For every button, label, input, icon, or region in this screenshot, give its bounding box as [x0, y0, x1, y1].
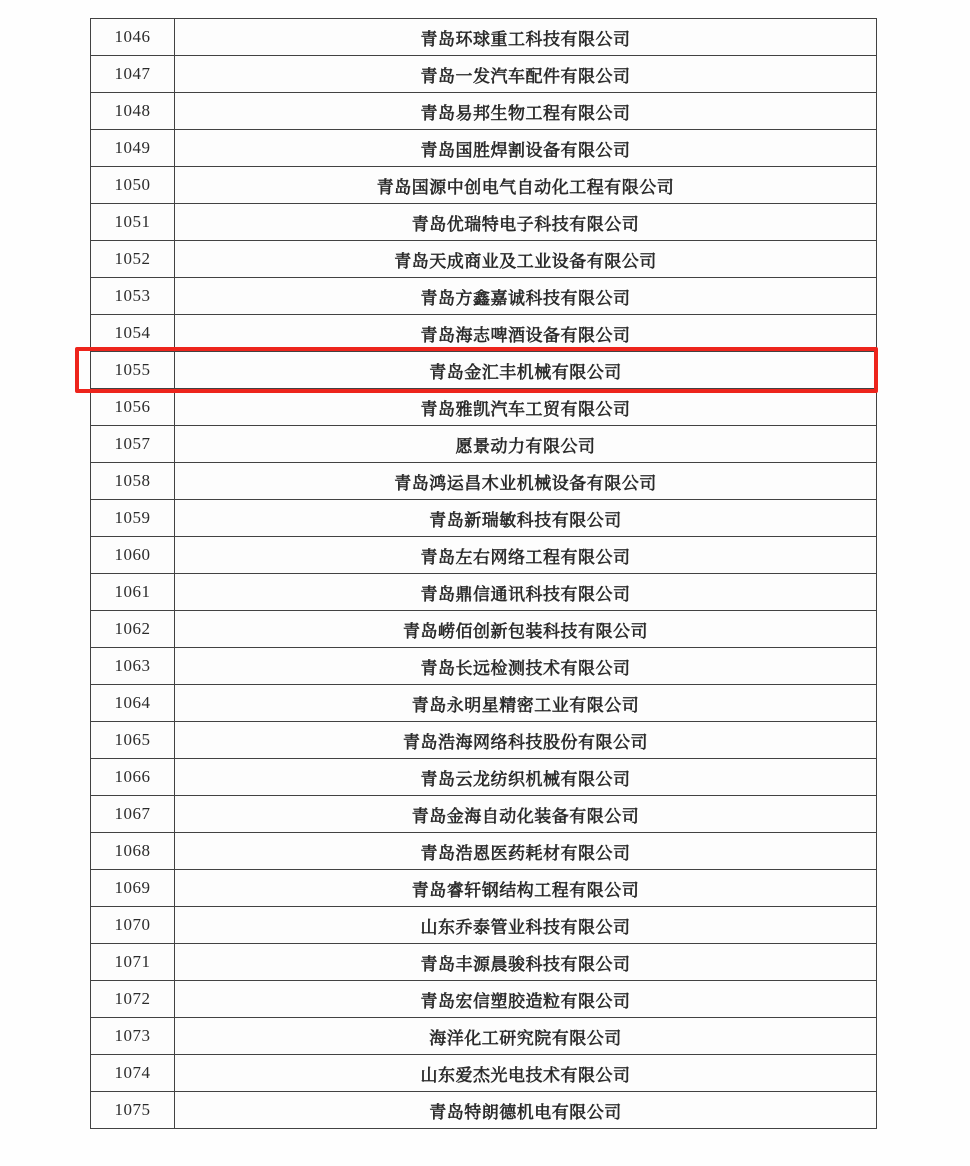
table-row [91, 833, 877, 870]
company-name-cell: 青岛雅凯汽车工贸有限公司 [175, 389, 877, 426]
table-row [91, 759, 877, 796]
row-number-cell: 1066 [91, 759, 175, 796]
company-name-cell: 青岛鼎信通讯科技有限公司 [175, 574, 877, 611]
row-number-cell: 1052 [91, 241, 175, 278]
row-number-cell: 1051 [91, 204, 175, 241]
table-body [91, 19, 877, 1129]
row-number-cell: 1063 [91, 648, 175, 685]
company-name-cell: 青岛崂佰创新包装科技有限公司 [175, 611, 877, 648]
row-number-cell: 1046 [91, 19, 175, 56]
company-name-cell: 青岛海志啤酒设备有限公司 [175, 315, 877, 352]
row-number-cell: 1057 [91, 426, 175, 463]
row-number-cell: 1053 [91, 278, 175, 315]
company-name-cell: 青岛方鑫嘉诚科技有限公司 [175, 278, 877, 315]
row-number-cell: 1047 [91, 56, 175, 93]
row-number-cell: 1069 [91, 870, 175, 907]
row-number-cell: 1073 [91, 1018, 175, 1055]
table-row [91, 500, 877, 537]
table-row [91, 1055, 877, 1092]
company-name-cell: 青岛一发汽车配件有限公司 [175, 56, 877, 93]
table-row [91, 130, 877, 167]
row-number-cell: 1048 [91, 93, 175, 130]
row-number-cell: 1074 [91, 1055, 175, 1092]
row-number-cell: 1058 [91, 463, 175, 500]
row-number-cell: 1068 [91, 833, 175, 870]
table-row [91, 981, 877, 1018]
row-number-cell: 1055 [91, 352, 175, 389]
row-number-cell: 1062 [91, 611, 175, 648]
table-row [91, 1092, 877, 1129]
table-row [91, 389, 877, 426]
table-row [91, 537, 877, 574]
table-row [91, 352, 877, 389]
company-name-cell: 青岛云龙纺织机械有限公司 [175, 759, 877, 796]
table-row [91, 907, 877, 944]
company-name-cell: 山东爱杰光电技术有限公司 [175, 1055, 877, 1092]
company-name-cell: 青岛长远检测技术有限公司 [175, 648, 877, 685]
row-number-cell: 1060 [91, 537, 175, 574]
company-name-cell: 山东乔泰管业科技有限公司 [175, 907, 877, 944]
company-name-cell: 青岛左右网络工程有限公司 [175, 537, 877, 574]
company-name-cell: 青岛金海自动化装备有限公司 [175, 796, 877, 833]
company-name-cell: 愿景动力有限公司 [175, 426, 877, 463]
table-row [91, 167, 877, 204]
company-table [90, 18, 877, 1129]
row-number-cell: 1075 [91, 1092, 175, 1129]
row-number-cell: 1049 [91, 130, 175, 167]
company-name-cell: 青岛天成商业及工业设备有限公司 [175, 241, 877, 278]
company-name-cell: 青岛国源中创电气自动化工程有限公司 [175, 167, 877, 204]
row-number-cell: 1050 [91, 167, 175, 204]
table-row [91, 722, 877, 759]
table-row [91, 426, 877, 463]
table-row [91, 19, 877, 56]
company-name-cell: 海洋化工研究院有限公司 [175, 1018, 877, 1055]
row-number-cell: 1067 [91, 796, 175, 833]
row-number-cell: 1065 [91, 722, 175, 759]
table-row [91, 278, 877, 315]
company-name-cell: 青岛浩恩医药耗材有限公司 [175, 833, 877, 870]
company-name-cell: 青岛易邦生物工程有限公司 [175, 93, 877, 130]
company-name-cell: 青岛鸿运昌木业机械设备有限公司 [175, 463, 877, 500]
company-name-cell: 青岛国胜焊割设备有限公司 [175, 130, 877, 167]
table-row [91, 463, 877, 500]
row-number-cell: 1054 [91, 315, 175, 352]
company-name-cell: 青岛宏信塑胶造粒有限公司 [175, 981, 877, 1018]
table-row [91, 648, 877, 685]
company-name-cell: 青岛睿轩钢结构工程有限公司 [175, 870, 877, 907]
table-row [91, 93, 877, 130]
row-number-cell: 1056 [91, 389, 175, 426]
row-number-cell: 1072 [91, 981, 175, 1018]
table-row [91, 204, 877, 241]
company-name-cell: 青岛优瑞特电子科技有限公司 [175, 204, 877, 241]
company-name-cell: 青岛丰源晨骏科技有限公司 [175, 944, 877, 981]
table-row [91, 241, 877, 278]
company-name-cell: 青岛永明星精密工业有限公司 [175, 685, 877, 722]
company-name-cell: 青岛金汇丰机械有限公司 [175, 352, 877, 389]
table-row [91, 685, 877, 722]
row-number-cell: 1064 [91, 685, 175, 722]
table-row [91, 870, 877, 907]
company-name-cell: 青岛特朗德机电有限公司 [175, 1092, 877, 1129]
table-row [91, 796, 877, 833]
table-row [91, 315, 877, 352]
company-name-cell: 青岛浩海网络科技股份有限公司 [175, 722, 877, 759]
table-row [91, 1018, 877, 1055]
row-number-cell: 1070 [91, 907, 175, 944]
table-row [91, 611, 877, 648]
table-row [91, 56, 877, 93]
table-row [91, 574, 877, 611]
row-number-cell: 1061 [91, 574, 175, 611]
company-name-cell: 青岛环球重工科技有限公司 [175, 19, 877, 56]
row-number-cell: 1071 [91, 944, 175, 981]
table-row [91, 944, 877, 981]
company-name-cell: 青岛新瑞敏科技有限公司 [175, 500, 877, 537]
row-number-cell: 1059 [91, 500, 175, 537]
